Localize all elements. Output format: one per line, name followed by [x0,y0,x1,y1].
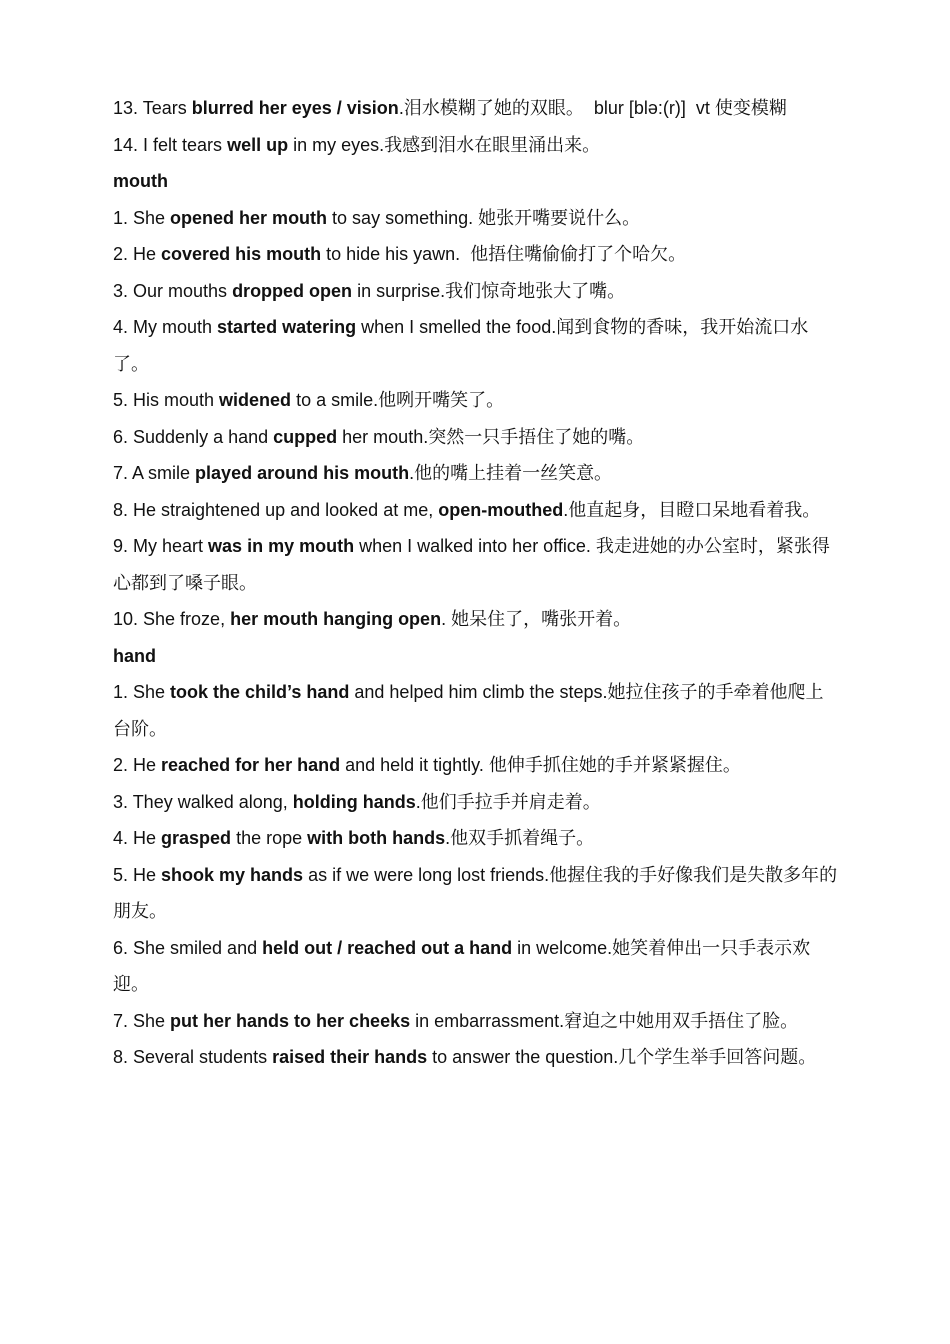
phrase-text: 5. His mouth [113,390,220,410]
phrase-text: .泪水模糊了她的双眼。 blur [blə:(r)] vt 使变模糊 [398,98,787,118]
phrase-text: to a smile.他咧开嘴笑了。 [291,390,505,410]
mouth-phrase-list [113,200,840,638]
phrase-text: 8. He straightened up and looked at me, [113,499,439,520]
phrase-line-h1 [113,674,840,747]
key-phrase: holding hands [292,791,416,812]
phrase-text: 7. A smile [113,463,196,483]
phrase-text: in my eyes.我感到泪水在眼里涌出来。 [288,134,601,155]
phrase-text: 13. Tears [113,98,192,118]
phrase-text: 4. He [113,828,162,848]
phrase-text: when I smelled the food.闻到食物的香味，我开始流口水了。 [113,317,809,374]
key-phrase: grasped [161,828,232,848]
key-phrase: covered his mouth [161,244,322,264]
phrase-text: 1. She [113,207,171,228]
phrase-text: .他双手抓着绳子。 [445,828,595,848]
phrase-line-h6 [113,930,840,1003]
phrase-text: .他的嘴上挂着一丝笑意。 [409,463,613,483]
section-heading-mouth: mouth [113,171,168,191]
phrase-text: to say something. 她张开嘴要说什么。 [327,207,641,228]
phrase-text: .他直起身，目瞪口呆地看着我。 [563,499,821,520]
phrase-line-h3 [113,784,840,821]
phrase-line-m10 [113,601,840,638]
hand-phrase-list [113,674,840,1076]
phrase-line-m4 [113,309,840,382]
key-phrase: dropped open [232,280,353,301]
phrase-line-m8 [113,492,840,529]
phrase-line-h4 [113,820,840,857]
phrase-text: and held it tightly. 他伸手抓住她的手并紧紧握住。 [340,755,741,775]
phrase-text: 7. She [113,1010,171,1031]
key-phrase: widened [219,390,292,410]
key-phrase: her mouth hanging open [230,609,442,629]
phrase-text: 2. He [113,244,162,264]
key-phrase: held out / reached out a hand [262,937,513,958]
phrase-text: when I walked into her office. 我走进她的办公室时，紧张得心都到了嗓子眼。 [113,536,830,593]
phrase-text: 3. Our mouths [113,280,233,301]
phrase-text: 4. My mouth [113,317,218,337]
phrase-text: in embarrassment.窘迫之中她用双手捂住了脸。 [410,1010,799,1031]
phrase-text: 8. Several students [113,1047,273,1067]
phrase-text: .他们手拉手并肩走着。 [415,791,601,812]
phrase-line-m2 [113,236,840,273]
section-heading-hand: hand [113,645,156,666]
phrase-line-e14 [113,127,840,164]
key-phrase: reached for her hand [161,755,341,775]
phrase-line-m5 [113,382,840,419]
phrase-line-h8 [113,1039,840,1076]
phrase-line-m6 [113,419,840,456]
phrase-line-m7 [113,455,840,492]
phrase-text: 9. My heart [113,536,209,556]
key-phrase: started watering [217,317,357,337]
key-phrase: with both hands [307,828,446,848]
phrase-text: and helped him climb the steps.她拉住孩子的手牵着他爬上台阶。 [113,682,824,739]
key-phrase: opened her mouth [170,207,328,228]
phrase-text: in surprise.我们惊奇地张大了嘴。 [352,280,626,301]
phrase-line-e13 [113,90,840,127]
phrase-text: 6. Suddenly a hand [113,426,274,447]
phrase-line-h7 [113,1003,840,1040]
key-phrase: took the child’s hand [170,682,350,702]
phrase-text: the rope [231,828,308,848]
key-phrase: shook my hands [161,864,304,885]
phrase-text: . 她呆住了，嘴张开着。 [441,609,632,629]
key-phrase: cupped [273,426,338,447]
phrase-text: 14. I felt tears [113,134,228,155]
phrase-text: to hide his yawn. 他捂住嘴偷偷打了个哈欠。 [321,244,687,264]
phrase-line-m3 [113,273,840,310]
key-phrase: well up [227,134,289,155]
key-phrase: was in my mouth [208,536,355,556]
phrase-text: 3. They walked along, [113,791,293,812]
key-phrase: blurred her eyes / vision [191,98,399,118]
key-phrase: put her hands to her cheeks [170,1010,411,1031]
key-phrase: played around his mouth [195,463,410,483]
phrase-line-m9 [113,528,840,601]
eyes-section-continued [113,90,840,163]
phrase-text: to answer the question.几个学生举手回答问题。 [427,1047,817,1067]
phrase-line-h2 [113,747,840,784]
phrase-text: 2. He [113,755,162,775]
phrase-line-m1 [113,200,840,237]
phrase-text: 10. She froze, [113,609,231,629]
phrase-text: 1. She [113,682,171,702]
phrase-text: in welcome.她笑着伸出一只手表示欢迎。 [113,937,811,994]
key-phrase: open-mouthed [438,499,564,520]
phrase-text: as if we were long lost friends.他握住我的手好像我们是失散多年的朋友。 [113,864,838,921]
phrase-text: her mouth.突然一只手捂住了她的嘴。 [337,426,645,447]
phrase-text: 5. He [113,864,162,885]
phrase-text: 6. She smiled and [113,937,263,958]
phrase-line-h5 [113,857,840,930]
key-phrase: raised their hands [272,1047,428,1067]
